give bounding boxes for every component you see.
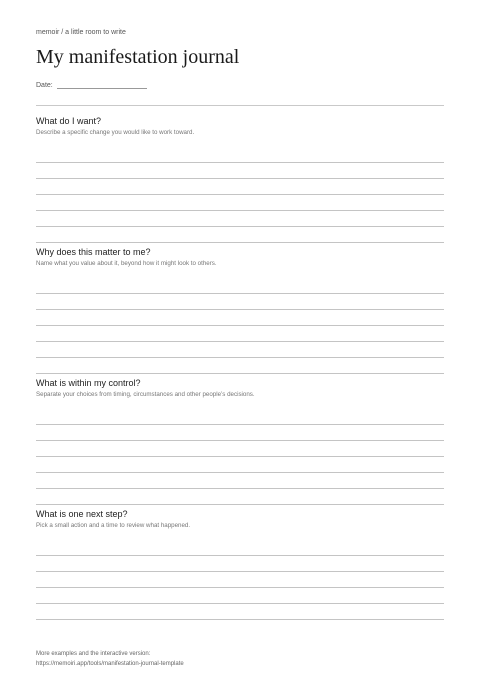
section-description: Name what you value about it, beyond how it might look to others. bbox=[36, 260, 217, 267]
section-next-step bbox=[36, 509, 444, 624]
write-line[interactable] bbox=[36, 424, 444, 425]
write-line[interactable] bbox=[36, 357, 444, 358]
footer bbox=[36, 649, 184, 669]
section-heading: What is within my control? bbox=[36, 378, 141, 388]
footer-note: More examples and the interactive version: bbox=[36, 651, 151, 657]
write-line[interactable] bbox=[36, 603, 444, 604]
write-line[interactable] bbox=[36, 226, 444, 227]
write-line[interactable] bbox=[36, 571, 444, 572]
header-divider bbox=[36, 105, 444, 106]
write-line[interactable] bbox=[36, 488, 444, 489]
write-line[interactable] bbox=[36, 194, 444, 195]
section-description: Pick a small action and a time to review what happened. bbox=[36, 522, 191, 529]
section-heading: What is one next step? bbox=[36, 509, 128, 519]
write-line[interactable] bbox=[36, 373, 444, 374]
write-line[interactable] bbox=[36, 456, 444, 457]
section-what-do-i-want bbox=[36, 116, 444, 246]
write-line[interactable] bbox=[36, 210, 444, 211]
section-description: Describe a specific change you would like to work toward. bbox=[36, 129, 195, 136]
write-line[interactable] bbox=[36, 325, 444, 326]
write-line[interactable] bbox=[36, 309, 444, 310]
footer-link[interactable]: https://memoiri.app/tools/manifestation-journal-template bbox=[36, 661, 184, 667]
section-why-it-matters bbox=[36, 247, 444, 377]
brand-tagline: memoir / a little room to write bbox=[36, 29, 126, 36]
date-write-line[interactable] bbox=[57, 80, 147, 89]
write-line[interactable] bbox=[36, 619, 444, 620]
write-line[interactable] bbox=[36, 587, 444, 588]
write-line[interactable] bbox=[36, 162, 444, 163]
write-line[interactable] bbox=[36, 178, 444, 179]
section-description: Separate your choices from timing, circumstances and other people’s decisions. bbox=[36, 391, 255, 398]
write-line[interactable] bbox=[36, 504, 444, 505]
section-within-my-control bbox=[36, 378, 444, 508]
write-line[interactable] bbox=[36, 242, 444, 243]
section-heading: Why does this matter to me? bbox=[36, 247, 151, 257]
write-line[interactable] bbox=[36, 341, 444, 342]
section-heading: What do I want? bbox=[36, 116, 102, 126]
write-line[interactable] bbox=[36, 472, 444, 473]
write-line[interactable] bbox=[36, 293, 444, 294]
page-title: My manifestation journal bbox=[36, 46, 240, 68]
write-line[interactable] bbox=[36, 555, 444, 556]
write-line[interactable] bbox=[36, 440, 444, 441]
date-label: Date: bbox=[36, 82, 53, 89]
date-row bbox=[36, 80, 147, 89]
